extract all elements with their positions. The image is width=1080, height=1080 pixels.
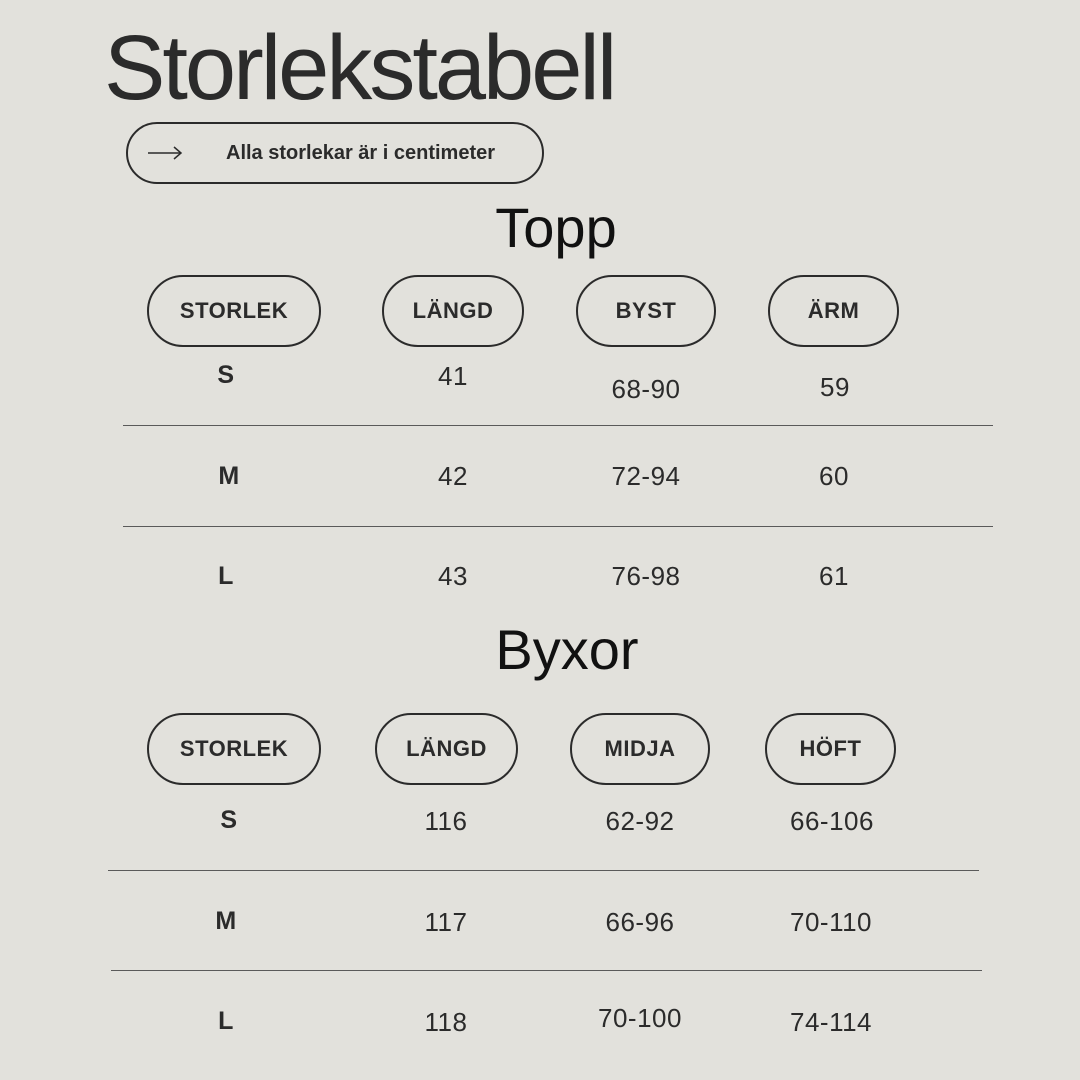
table-cell: 59	[820, 372, 850, 402]
table-cell: 76-98	[611, 561, 681, 591]
table-cell-size: L	[218, 562, 234, 590]
header-length: LÄNGD	[382, 275, 524, 347]
table-cell: 61	[819, 561, 849, 591]
row-divider	[108, 870, 979, 871]
header-bust: BYST	[576, 275, 716, 347]
table-cell: 66-106	[790, 806, 874, 836]
table-cell-size: S	[217, 361, 235, 389]
header-length: LÄNGD	[375, 713, 518, 785]
table-cell: 62-92	[605, 806, 675, 836]
table-cell-size: M	[218, 462, 240, 490]
row-divider	[111, 970, 982, 971]
page-title: Storlekstabell	[104, 17, 615, 119]
table-cell: 116	[424, 806, 468, 836]
table-cell: 68-90	[611, 374, 681, 404]
header-size: STORLEK	[147, 275, 321, 347]
header-sleeve: ÄRM	[768, 275, 899, 347]
table-cell-size: L	[218, 1007, 234, 1035]
table-cell: 42	[438, 461, 468, 491]
table-cell: 41	[438, 361, 468, 391]
table-cell-size: M	[215, 907, 237, 935]
section-title-pants: Byxor	[495, 618, 639, 681]
table-cell: 117	[424, 907, 468, 937]
row-divider	[123, 425, 993, 426]
header-size: STORLEK	[147, 713, 321, 785]
table-cell: 74-114	[789, 1007, 873, 1037]
arrow-right-icon	[146, 138, 186, 168]
table-cell: 70-110	[789, 907, 873, 937]
table-cell: 66-96	[605, 907, 675, 937]
table-cell: 72-94	[611, 461, 681, 491]
header-waist: MIDJA	[570, 713, 710, 785]
row-divider	[123, 526, 993, 527]
table-cell: 118	[424, 1007, 468, 1037]
table-cell-size: S	[220, 806, 238, 834]
table-cell: 60	[819, 461, 849, 491]
section-title-top: Topp	[495, 196, 617, 259]
table-cell: 43	[438, 561, 468, 591]
table-cell: 70-100	[598, 1003, 682, 1033]
unit-note-text: Alla storlekar är i centimeter	[226, 142, 496, 164]
header-hip: HÖFT	[765, 713, 896, 785]
